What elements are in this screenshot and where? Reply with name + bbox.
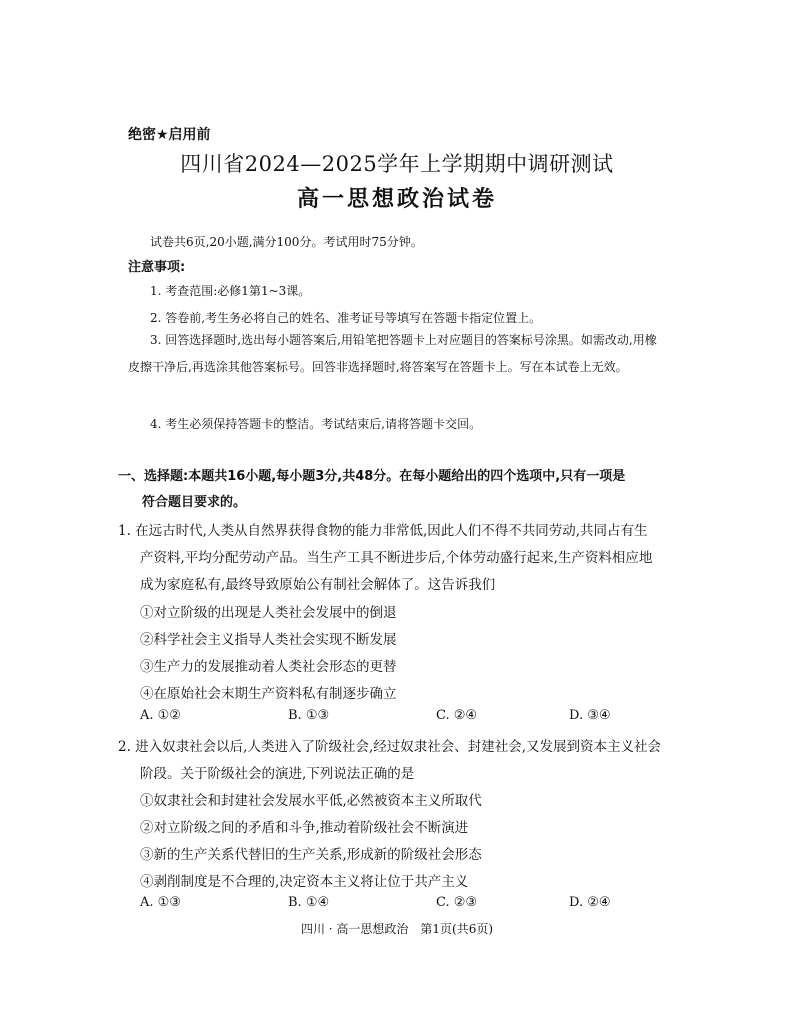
note-item: 2. 答卷前,考生务必将自己的姓名、准考证号等填写在答题卡指定位置上。: [150, 311, 542, 325]
question-1-line: 1. 在远古时代,人类从自然界获得食物的能力非常低,因此人们不得不共同劳动,共同占有生: [118, 523, 648, 539]
question-2-line: 阶段。关于阶级社会的演进,下列说法正确的是: [140, 766, 415, 782]
note-item: 4. 考生必须保持答题卡的整洁。考试结束后,请将答题卡交回。: [150, 417, 482, 431]
section-heading: [118, 464, 678, 516]
question-2-option-b: B. ①④: [288, 895, 330, 910]
question-2-statement: ③新的生产关系代替旧的生产关系,形成新的阶级社会形态: [140, 847, 482, 863]
question-2-option-c: C. ②③: [436, 895, 478, 910]
question-2-option-a: A. ①③: [140, 895, 181, 910]
note-item: 1. 考查范围:必修1第1~3课。: [150, 284, 311, 298]
question-1-option-c: C. ②④: [436, 708, 478, 723]
question-2-option-d: D. ②④: [569, 895, 611, 910]
question-1-option-a: A. ①②: [140, 708, 181, 723]
section-heading-line: 一、选择题:本题共16小题,每小题3分,共48分。在每小题给出的四个选项中,只有一项是: [118, 469, 626, 484]
note-item: 3. 回答选择题时,选出每小题答案后,用铅笔把答题卡上对应题目的答案标号涂黑。如需改动,用橡皮擦干净后,再选涂其他答案标号。回答非选择题时,将答案写在答题卡上。写在本试卷上无效。: [128, 333, 657, 374]
question-2-statement: ①奴隶社会和封建社会发展水平低,必然被资本主义所取代: [140, 793, 482, 809]
section-heading-line: 符合题目要求的。: [142, 495, 247, 510]
confidential-mark: 绝密★启用前: [128, 127, 211, 143]
notes-title: 注意事项:: [128, 260, 186, 275]
question-1-line: 产资料,平均分配劳动产品。当生产工具不断进步后,个体劳动盛行起来,生产资料相应地: [140, 550, 653, 566]
exam-info: 试卷共6页,20小题,满分100分。考试用时75分钟。: [150, 235, 423, 249]
question-1-line: 成为家庭私有,最终导致原始公有制社会解体了。这告诉我们: [140, 577, 496, 593]
question-2-statement: ②对立阶级之间的矛盾和斗争,推动着阶级社会不断演进: [140, 820, 469, 836]
question-1-statement: ②科学社会主义指导人类社会实现不断发展: [140, 632, 397, 648]
question-1-statement: ④在原始社会末期生产资料私有制逐步确立: [140, 686, 397, 702]
question-2-line: 2. 进入奴隶社会以后,人类进入了阶级社会,经过奴隶社会、封建社会,又发展到资本主义社会: [118, 739, 662, 755]
question-1-option-d: D. ③④: [569, 708, 611, 723]
question-1-statement: ①对立阶级的出现是人类社会发展中的倒退: [140, 605, 397, 621]
page-footer: 四川 · 高一思想政治 第1页(共6页): [300, 922, 494, 936]
question-1-statement: ③生产力的发展推动着人类社会形态的更替: [140, 659, 397, 675]
exam-subtitle: 高一思想政治试卷: [296, 186, 497, 212]
exam-title: 四川省2024—2025学年上学期期中调研测试: [180, 152, 614, 176]
question-2-statement: ④剥削制度是不合理的,决定资本主义将让位于共产主义: [140, 874, 469, 890]
question-1-option-b: B. ①③: [288, 708, 330, 723]
